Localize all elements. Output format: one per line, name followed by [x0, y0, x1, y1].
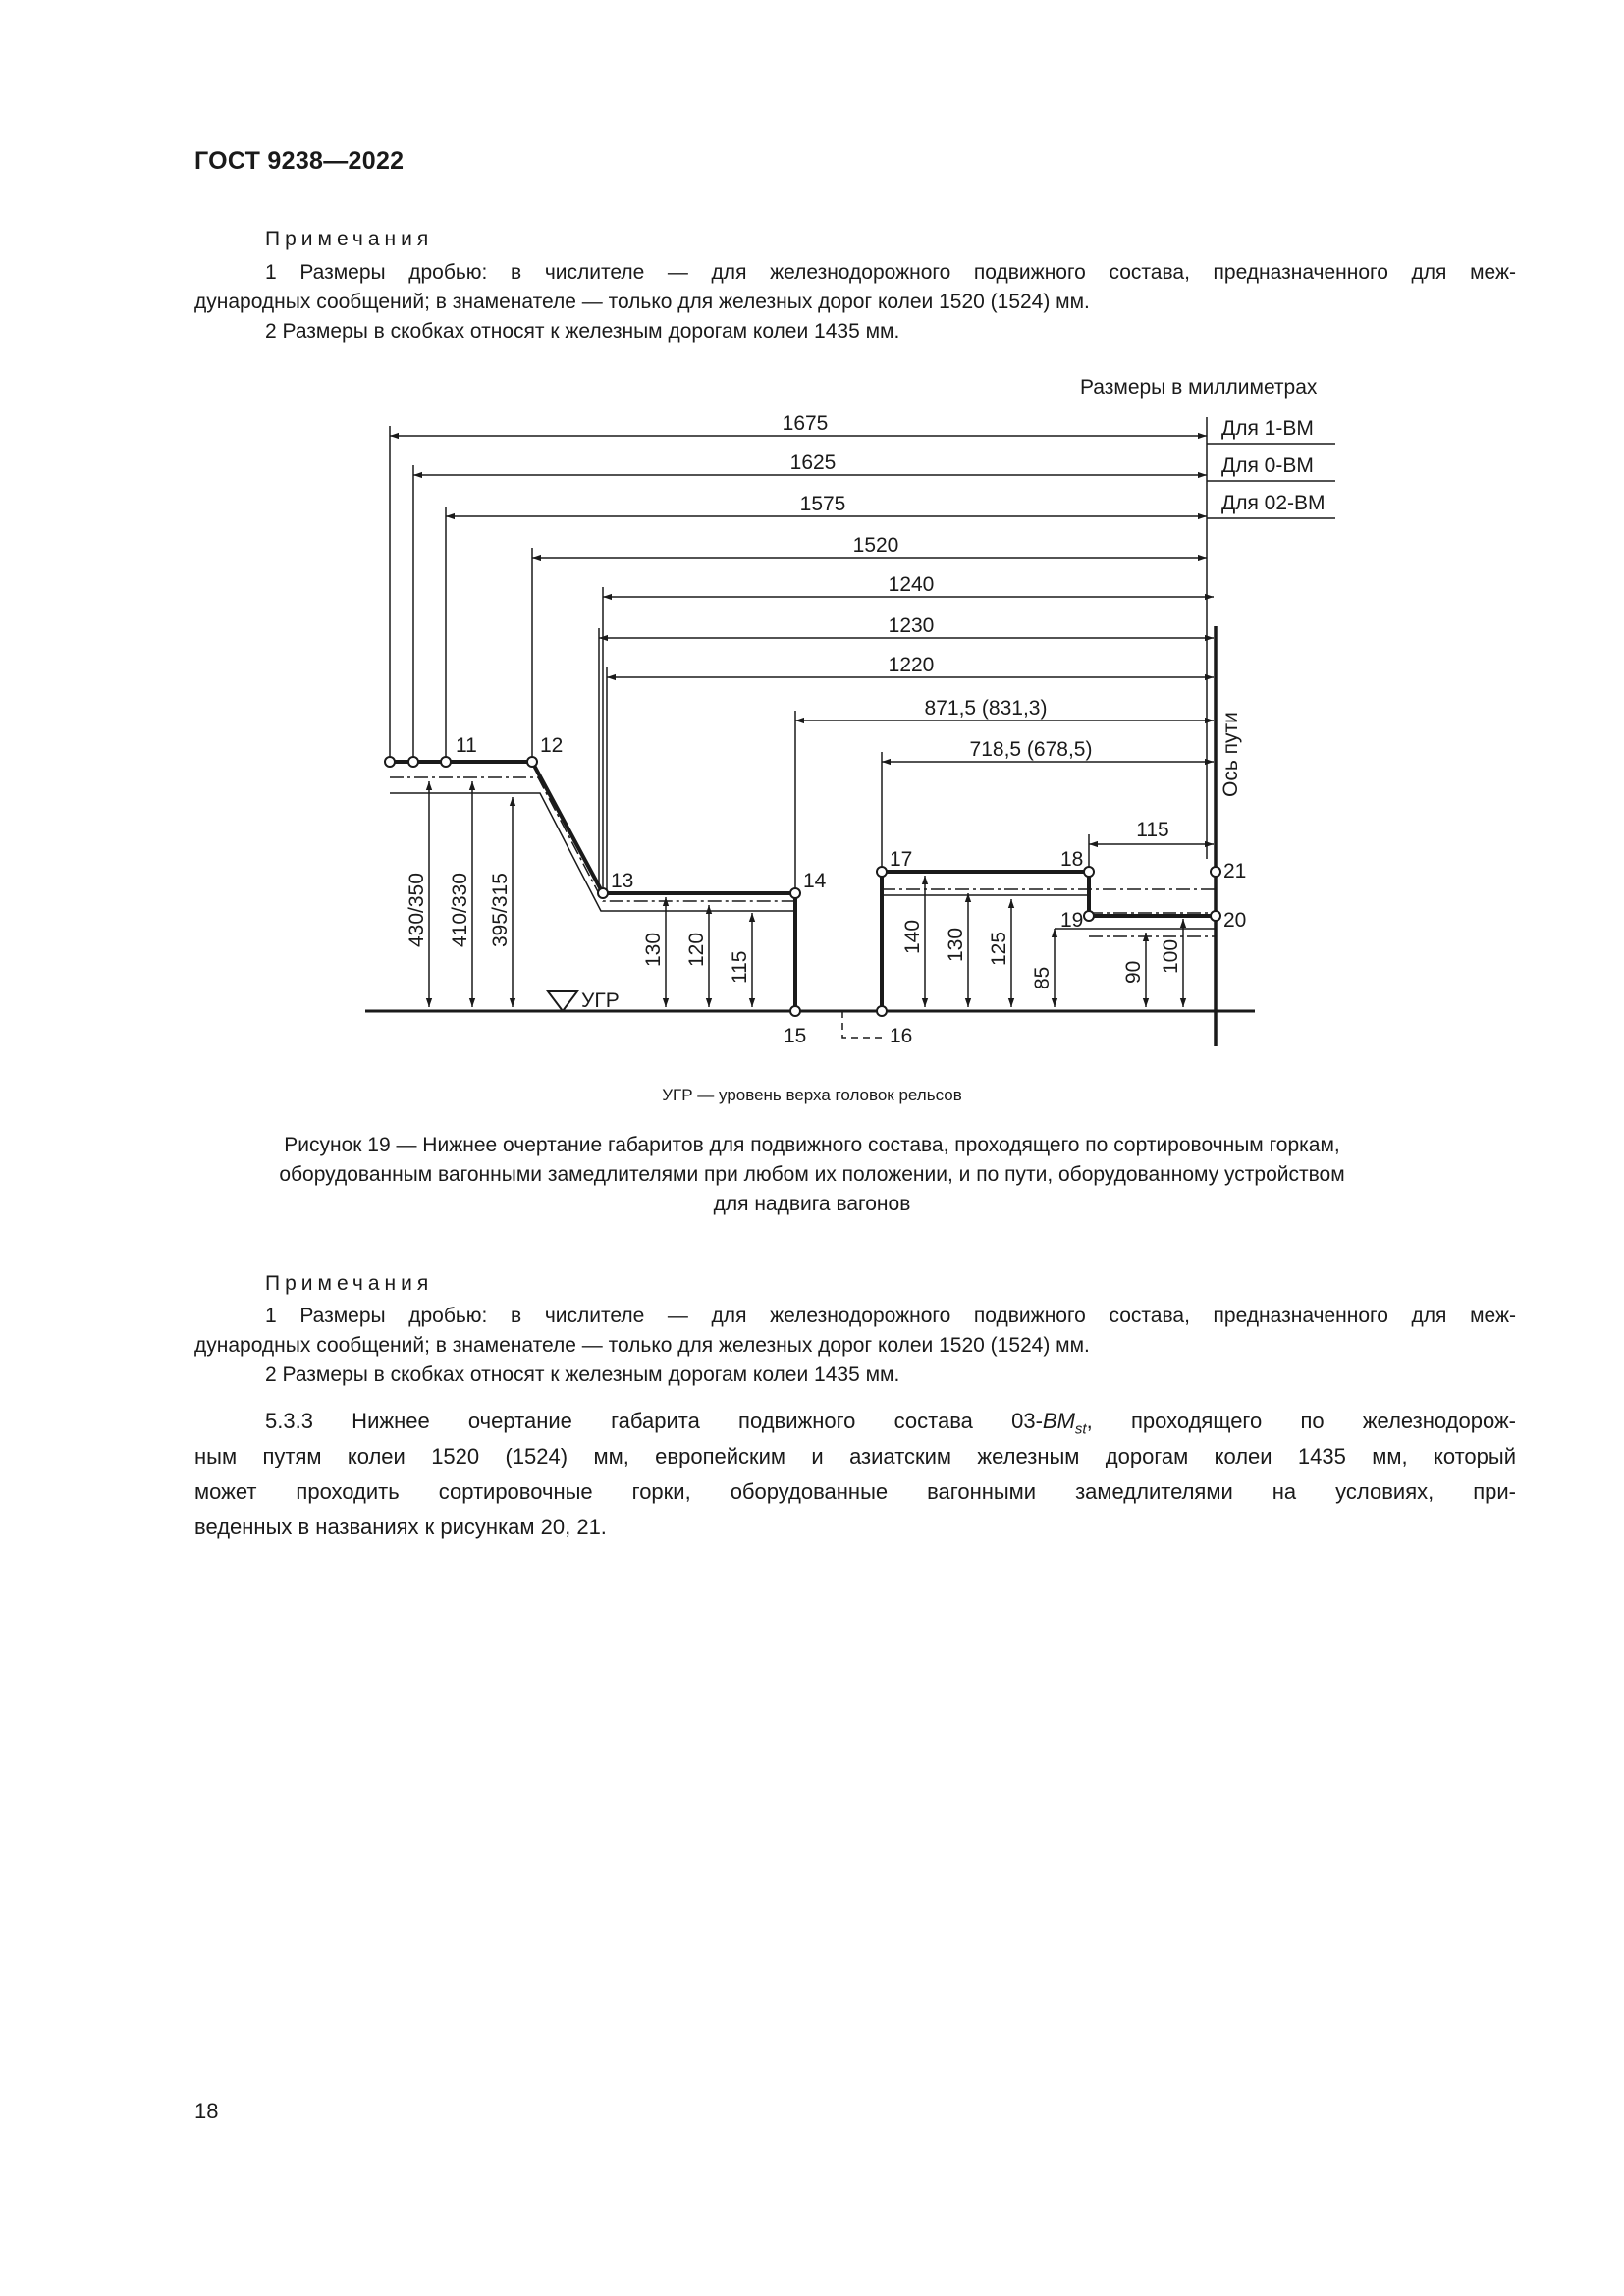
point-marker: [385, 757, 395, 767]
vdim-text-100: 100: [1160, 938, 1182, 974]
vdim-text-130a: 130: [642, 932, 665, 967]
paragraph-line1: 5.3.3 Нижнее очертание габарита подвижного состава $03-ВМ_{st}$, проходящего по железнодорож-: [265, 1409, 1516, 1438]
point-label-19: 19: [1060, 909, 1084, 932]
vdim-text-115a: 115: [729, 950, 751, 984]
dim-text-1220: 1220: [888, 654, 935, 676]
figure-caption-line1: Рисунок 19 — Нижнее очертание габаритов для подвижного состава, проходящего по сортировочным горкам,: [284, 1134, 1340, 1156]
notes-bottom-note2: 2 Размеры в скобках относят к железным дорогам колеи 1435 мм.: [265, 1363, 900, 1386]
figure-legend: УГР — уровень верха головок рельсов: [662, 1086, 962, 1104]
point-label-18: 18: [1060, 848, 1084, 871]
paragraph-line3: может проходить сортировочные горки, оборудованные вагонными замедлителями на условиях, при-: [194, 1479, 1516, 1504]
vdim-text-430: 430/350: [406, 873, 428, 947]
point-marker: [790, 1006, 800, 1016]
paragraph-line4: веденных в названиях к рисункам 20, 21.: [194, 1515, 607, 1539]
rail-dashed-outline: [842, 1011, 882, 1038]
dim-text-1625: 1625: [789, 452, 837, 474]
point-label-15: 15: [784, 1025, 807, 1047]
vdim-text-125: 125: [988, 931, 1010, 966]
gauge-outline-figure: [0, 0, 1624, 1109]
figure-caption-line3: для надвига вагонов: [713, 1193, 911, 1215]
point-label-11: 11: [456, 734, 477, 757]
document-header: ГОСТ 9238—2022: [194, 147, 405, 175]
notes-bottom-title: Примечания: [265, 1272, 434, 1295]
point-marker: [877, 1006, 887, 1016]
point-label-17: 17: [890, 848, 913, 871]
vdim-text-140: 140: [901, 919, 924, 954]
point-marker: [1084, 867, 1094, 877]
paragraph-line2: ным путям колеи 1520 (1524) мм, европейским и азиатским железным дорогам колеи 1435 мм, который: [194, 1444, 1516, 1468]
point-marker: [790, 888, 800, 898]
notes-top-title: Примечания: [265, 228, 434, 250]
point-marker: [527, 757, 537, 767]
notes-top-note1-line1: 1 Размеры дробью: в числителе — для железнодорожного подвижного состава, предназначенного для меж-: [265, 261, 1516, 284]
point-marker: [1211, 911, 1220, 921]
figure-caption-line2: оборудованным вагонными замедлителями при любом их положении, и по пути, оборудованному устройством: [279, 1163, 1345, 1186]
dim-text-1575: 1575: [799, 493, 846, 515]
dim-text-1230: 1230: [888, 614, 935, 637]
point-marker: [598, 888, 608, 898]
figure-units-label: Размеры в миллиметрах: [1080, 376, 1318, 399]
gauge-label-0bm: Для 0-ВМ: [1221, 454, 1314, 477]
point-label-12: 12: [540, 734, 564, 757]
vdim-text-410: 410/330: [449, 873, 471, 947]
notes-top-note1-line2: дународных сообщений; в знаменателе — только для железных дорог колеи 1520 (1524) мм.: [194, 291, 1090, 313]
gauge-label-02bm: Для 02-ВМ: [1221, 492, 1326, 514]
vdim-text-90: 90: [1122, 960, 1145, 984]
notes-top-note2: 2 Размеры в скобках относят к железным дорогам колеи 1435 мм.: [265, 320, 900, 343]
point-label-16: 16: [890, 1025, 913, 1047]
ugr-label: УГР: [581, 989, 620, 1012]
point-label-13: 13: [611, 870, 634, 892]
point-label-20: 20: [1223, 909, 1247, 932]
point-label-21: 21: [1223, 860, 1247, 882]
dim-text-1520: 1520: [852, 534, 899, 557]
track-axis-label: Ось пути: [1219, 712, 1242, 797]
notes-bottom-note1-line1: 1 Размеры дробью: в числителе — для железнодорожного подвижного состава, предназначенного для меж-: [265, 1305, 1516, 1327]
notes-bottom-note1-line2: дународных сообщений; в знаменателе — только для железных дорог колеи 1520 (1524) мм.: [194, 1334, 1090, 1357]
point-marker: [1211, 867, 1220, 877]
vdim-text-120: 120: [685, 932, 708, 967]
dim-text-718: 718,5 (678,5): [969, 738, 1093, 761]
vdim-text-395: 395/315: [489, 873, 512, 947]
dim-text-1675: 1675: [782, 412, 829, 435]
point-marker: [877, 867, 887, 877]
page-number: 18: [194, 2099, 219, 2123]
dim-text-1240: 1240: [888, 573, 935, 596]
vdim-text-85: 85: [1031, 966, 1054, 989]
point-marker: [441, 757, 451, 767]
dim-text-871: 871,5 (831,3): [924, 697, 1048, 720]
ugr-triangle-icon: [548, 991, 577, 1011]
dim-text-115: 115: [1136, 819, 1169, 841]
point-marker: [408, 757, 418, 767]
vdim-text-130b: 130: [945, 927, 967, 962]
point-label-14: 14: [803, 870, 827, 892]
point-marker: [1084, 911, 1094, 921]
gauge-label-1bm: Для 1-ВМ: [1221, 417, 1314, 440]
